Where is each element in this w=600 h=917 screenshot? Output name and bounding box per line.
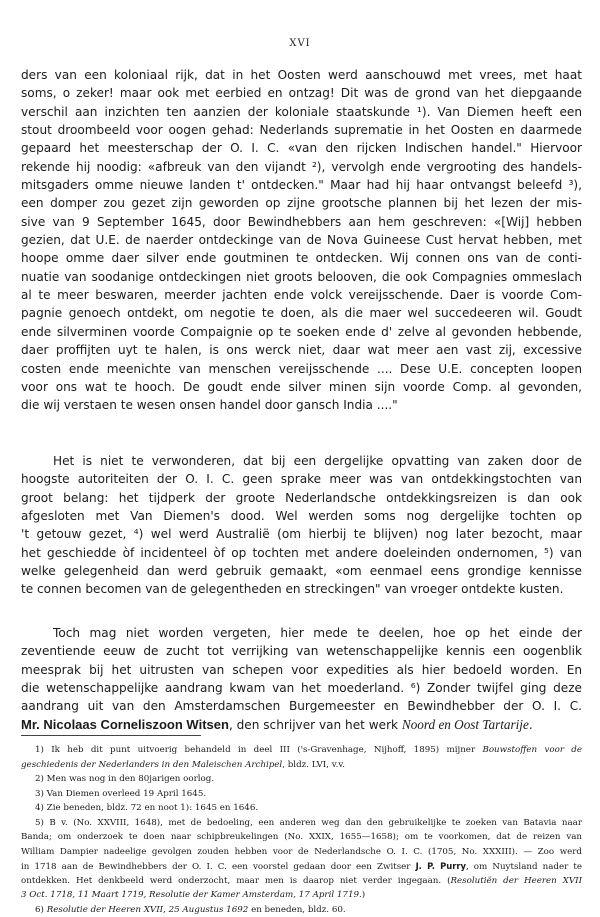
text-fragment: . bbox=[529, 718, 533, 732]
text-line: nuatie van soodanige ontdeckingen niet groots belooven, die ook Compagnies ommeslach bbox=[21, 268, 582, 286]
text-fragment: en beneden, bldz. 60. bbox=[251, 905, 346, 915]
person-name: J. P. Purry bbox=[416, 861, 466, 871]
footnote-3: 3) Van Diemen overleed 19 April 1645. bbox=[21, 787, 582, 802]
book-title: Noord en Oost Tartarije bbox=[402, 717, 529, 732]
text-line: meesprak bij het uitrusten van schepen voor expedities als hier bedoeld worden. En bbox=[21, 661, 582, 679]
text-line: afgesloten met Van Diemen's dood. Wel werden soms nog dergelijke tochten op bbox=[21, 507, 582, 525]
text-line: ende silverminen voorde Compaignie op te soeken ende d' zelve al gevonden hebbende, bbox=[21, 323, 582, 341]
footnote-5-cont bbox=[21, 874, 582, 889]
text-fragment: , om Nuytsland nader te bbox=[466, 862, 582, 872]
page-number: XVI bbox=[0, 38, 600, 49]
text-line: te connen becomen van de gelegentheden en streckingen" van vroeger ontdekte kusten. bbox=[21, 580, 582, 598]
text-fragment: 6) bbox=[35, 905, 44, 915]
footnote-6 bbox=[21, 903, 582, 917]
footnote-5-cont bbox=[21, 888, 582, 903]
text-line: gepaard het meesterschap der O. I. C. «van den rijcken Indischen handel." Hiervoor bbox=[21, 139, 582, 157]
person-name: Mr. Nicolaas Corneliszoon Witsen bbox=[21, 717, 229, 732]
text-line: sive van 9 September 1645, door Bewindhebbers aan hem geschreven: «[Wij] hebben bbox=[21, 213, 582, 231]
text-line: rekende hij noodig: «afbreuk van den vijandt ²), vervolgh ende vergrooting des handels- bbox=[21, 158, 582, 176]
text-fragment: in 1718 aan de Bewindhebbers der O. I. C. een voorstel gedaan door een Zwitser bbox=[21, 862, 410, 872]
text-line: hoogste autoriteiten der O. I. C. geen sprake meer was van ontdekkingstochten van bbox=[21, 470, 582, 488]
text-line: aandrang uit van den Amsterdamschen Burgemeester en Bewindhebber der O. I. C. bbox=[21, 697, 582, 715]
text-line: gezien, dat U.E. de naerder ontdeckinge van de Nova Guineese Cust hervat hebben, met bbox=[21, 231, 582, 249]
text-line-witsen bbox=[21, 716, 582, 734]
text-fragment: Resolutie der Heeren XVII, 25 Augustus 1692 bbox=[47, 905, 249, 915]
text-fragment: ontdekken. Het denkbeeld werd onderzocht, maar men is daarop niet verder ingegaan. ( bbox=[21, 876, 450, 886]
text-line: welke gelegenheid dan werd gebruik gemaakt, «om eenmael eens grondige kennisse bbox=[21, 562, 582, 580]
paragraph-witsen bbox=[21, 624, 582, 734]
footnote-1-cont bbox=[21, 758, 582, 773]
footnote-5-cont: William Dampier nadeelige gevolgen zouden hebben voor de Nederlandsche O. I. C. (1705, No. XXXIII). — Zoo werd bbox=[21, 845, 582, 860]
text-line: ders van een koloniaal rijk, dat in het Oosten werd aanschouwd met vrees, met haat bbox=[21, 66, 582, 84]
text-fragment: Bouwstoffen voor de bbox=[482, 745, 582, 755]
paragraph-expeditions bbox=[21, 452, 582, 599]
footnote-1 bbox=[21, 743, 582, 758]
text-line: costen ende meenichte van menschen vereijsschende .... Dese U.E. concepten loopen bbox=[21, 360, 582, 378]
text-line: al te meer beswaren, meerder jachten ende volck vereijsschende. Daer is voorde Com- bbox=[21, 286, 582, 304]
text-line: die wij verstaen te wesen onsen handel door gansch India ...." bbox=[21, 396, 582, 414]
text-line: hoope omme daer silver ende goutminen te ontdecken. Wij connen ons van de conti- bbox=[21, 249, 582, 267]
footnote-2: 2) Men was nog in den 80jarigen oorlog. bbox=[21, 772, 582, 787]
text-line: Toch mag niet worden vergeten, hier mede te deelen, hoe op het einde der bbox=[21, 624, 582, 642]
text-line: een domper zou gezet zijn geworden op zijne grootsche plannen bij het lezen der mis- bbox=[21, 194, 582, 212]
text-line: groot belang: het tijdperk der groote Nederlandsche ontdekkingsreizen is dan ook bbox=[21, 489, 582, 507]
text-line: het geschiedde òf incidenteel òf op tochten met andere doeleinden ondernomen, ⁵) van bbox=[21, 544, 582, 562]
text-line: stout droombeeld voor oogen gehad: Nederlands suprematie in het Oosten en daarmede bbox=[21, 121, 582, 139]
footnote-5-cont: Banda; om onderzoek te doen naar schipbreukelingen (No. XXIX, 1655—1658); om te voorkomen, dat de reizen van bbox=[21, 830, 582, 845]
text-fragment: 1) Ik heb dit punt uitvoerig behandeld in deel III ('s-Gravenhage, Nijhoff, 1895) mijner bbox=[35, 745, 475, 755]
text-fragment: , den schrijver van het werk bbox=[229, 718, 398, 732]
footnote-4: 4) Zie beneden, bldz. 72 en noot 1): 1645 en 1646. bbox=[21, 801, 582, 816]
text-fragment: geschiedenis der Nederlanders in den Maleischen Archipel bbox=[21, 760, 282, 770]
text-line: voor ons wat te hooch. De goudt ende silver minen sijn voorde Comp. al gevonden, bbox=[21, 378, 582, 396]
text-line: verschil aan inzichten ten aanzien der koloniale staatskunde ¹). Van Diemen heeft een bbox=[21, 103, 582, 121]
text-fragment: ) bbox=[362, 890, 365, 900]
text-fragment: 3 Oct. 1718, 11 Maart 1719, Resolutie der Kamer Amsterdam, 17 April 1719. bbox=[21, 890, 362, 900]
text-fragment: , bldz. LVI, v.v. bbox=[282, 760, 345, 770]
text-line: pagnie genoech ontdekt, om negotie te doen, als die maer wel succedeeren wil. Goudt bbox=[21, 304, 582, 322]
footnote-5: 5) B v. (No. XXVIII, 1648), met de bedoeling, een anderen weg dan den gebruikelijke te zoeken van Batavia naar bbox=[21, 816, 582, 831]
text-line: 't getouw gezet, ⁴) wel werd Australië (om hierbij te blijven) nog later bezocht, maar bbox=[21, 525, 582, 543]
footnotes bbox=[21, 743, 582, 917]
text-line: mitsgaders omme nieuwe landen t' ontdecken." Maar had hij haar ontvangst beleefd ³), bbox=[21, 176, 582, 194]
text-line: die wetenschappelijke aandrang kwam van het moederland. ⁶) Zonder twijfel ging deze bbox=[21, 679, 582, 697]
text-line: soms, o zeker! maar ook met eerbied en ontzag! Dit was de grond van het diepgaande bbox=[21, 84, 582, 102]
text-fragment: Resolutiën der Heeren XVII bbox=[450, 876, 582, 886]
text-line: zeventiende eeuw de zucht tot verrijking van wetenschappelijke kennis een oogenblik bbox=[21, 642, 582, 660]
text-line: Het is niet te verwonderen, dat bij een dergelijke opvatting van zaken door de bbox=[21, 452, 582, 470]
footnote-5-cont bbox=[21, 859, 582, 874]
text-line: daer proffijten uyt te halen, is ons werck niet, daar wat meer aen vast zij, excessive bbox=[21, 341, 582, 359]
footnote-divider bbox=[21, 735, 201, 736]
paragraph-diemen bbox=[21, 66, 582, 415]
